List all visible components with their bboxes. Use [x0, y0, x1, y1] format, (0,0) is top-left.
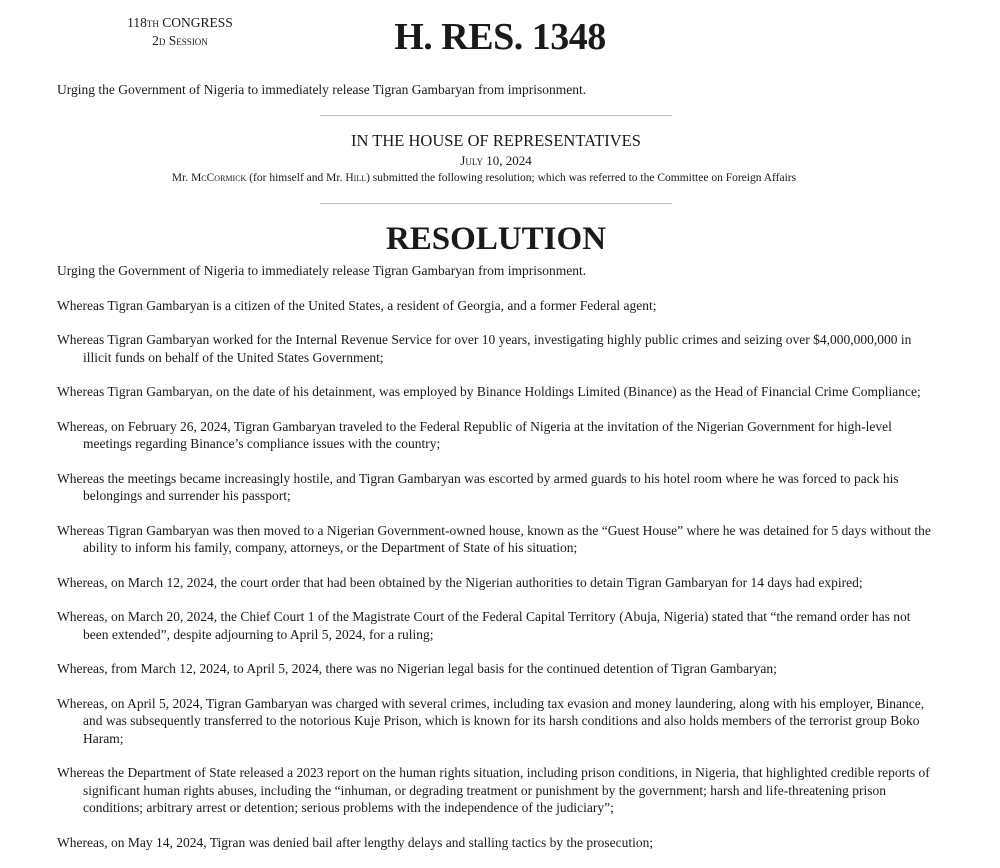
- whereas-clause: Whereas, on March 20, 2024, the Chief Court 1 of the Magistrate Court of the Federal Capital Territory (Abuja, Nigeria) stated that “the remand order has not been extended”, despite adjourning to April 5, 2024, for a ruling;: [57, 609, 911, 642]
- introduction-date: July 10, 2024: [460, 153, 532, 168]
- bill-title: H. RES. 1348: [394, 16, 606, 58]
- sponsor-suffix: ) submitted the following resolution; which was referred to the Committee on Foreign Affairs: [366, 172, 797, 184]
- session-word: Session: [168, 33, 208, 48]
- congress-word: CONGRESS: [162, 15, 233, 30]
- sponsor-name: McCormick: [191, 172, 247, 184]
- resolution-body: [57, 262, 937, 868]
- whereas-clause: Whereas Tigran Gambaryan worked for the Internal Revenue Service for over 10 years, investigating highly public crimes and seizing over $4,000,000,000 in illicit funds on behalf of the United States Government;: [57, 332, 912, 365]
- whereas-clause: Whereas, on April 5, 2024, Tigran Gambaryan was charged with several crimes, including tax evasion and money laundering, along with his employer, Binance, and was subsequently transferred to the notorious Kuje Prison, which is known for its harsh conditions and also holds members of the terrorist group Boko Haram;: [57, 695, 925, 746]
- divider-bottom: [320, 203, 672, 204]
- whereas-clause: Whereas, on March 12, 2024, the court order that had been obtained by the Nigerian authorities to detain Tigran Gambaryan for 14 days had expired;: [57, 574, 863, 590]
- whereas-clause: Whereas Tigran Gambaryan, on the date of his detainment, was employed by Binance Holdings Limited (Binance) as the Head of Financial Crime Compliance;: [57, 384, 921, 399]
- session-suffix: d: [158, 33, 166, 48]
- whereas-clause: Whereas Tigran Gambaryan is a citizen of the United States, a resident of Georgia, and a former Federal agent;: [57, 297, 657, 313]
- purpose-statement: Urging the Government of Nigeria to immediately release Tigran Gambaryan from imprisonment.: [57, 82, 587, 97]
- whereas-clause: Whereas the meetings became increasingly hostile, and Tigran Gambaryan was escorted by armed guards to his hotel room where he was forced to pack his belongings and surrender his passport;: [57, 470, 899, 503]
- divider-top: [320, 115, 672, 116]
- chamber-heading: IN THE HOUSE OF REPRESENTATIVES: [351, 131, 641, 150]
- whereas-clause: Whereas Tigran Gambaryan was then moved to a Nigerian Government-owned house, known as the “Guest House” where he was detained for 5 days without the ability to inform his family, company, attorneys, or the Department of State of his situation;: [57, 522, 931, 555]
- session-number: 2: [152, 33, 159, 48]
- congress-number: 118: [127, 15, 147, 30]
- sponsor-line: [0, 170, 968, 186]
- sponsor-middle: (for himself and Mr.: [246, 172, 346, 184]
- resolution-heading: RESOLUTION: [385, 221, 607, 257]
- whereas-clause: Whereas, on February 26, 2024, Tigran Gambaryan traveled to the Federal Republic of Nigeria at the invitation of the Nigerian Government for high-level meetings regarding Binance’s compliance issues with the country;: [57, 418, 892, 451]
- sponsor-prefix: Mr.: [171, 172, 192, 184]
- whereas-clause: Whereas, from March 12, 2024, to April 5, 2024, there was no Nigerian legal basis for the continued detention of Tigran Gambaryan;: [57, 661, 777, 676]
- cosponsor-name: Hill: [345, 172, 367, 184]
- congress-suffix: th: [146, 15, 159, 30]
- whereas-clause: Whereas the Department of State released a 2023 report on the human rights situation, including prison conditions, in Nigeria, that highlighted credible reports of significant human rights abuses, including the “inhuman, or degrading treatment or punishment by the government; harsh and life-threatening prison conditions; arbitrary arrest or detention; serious problems with the independence of the judiciary”;: [57, 765, 930, 815]
- whereas-clause: Whereas, on May 14, 2024, Tigran was denied bail after lengthy delays and stalling tactics by the prosecution;: [57, 834, 654, 850]
- resolution-purpose: Urging the Government of Nigeria to immediately release Tigran Gambaryan from imprisonment.: [57, 263, 587, 278]
